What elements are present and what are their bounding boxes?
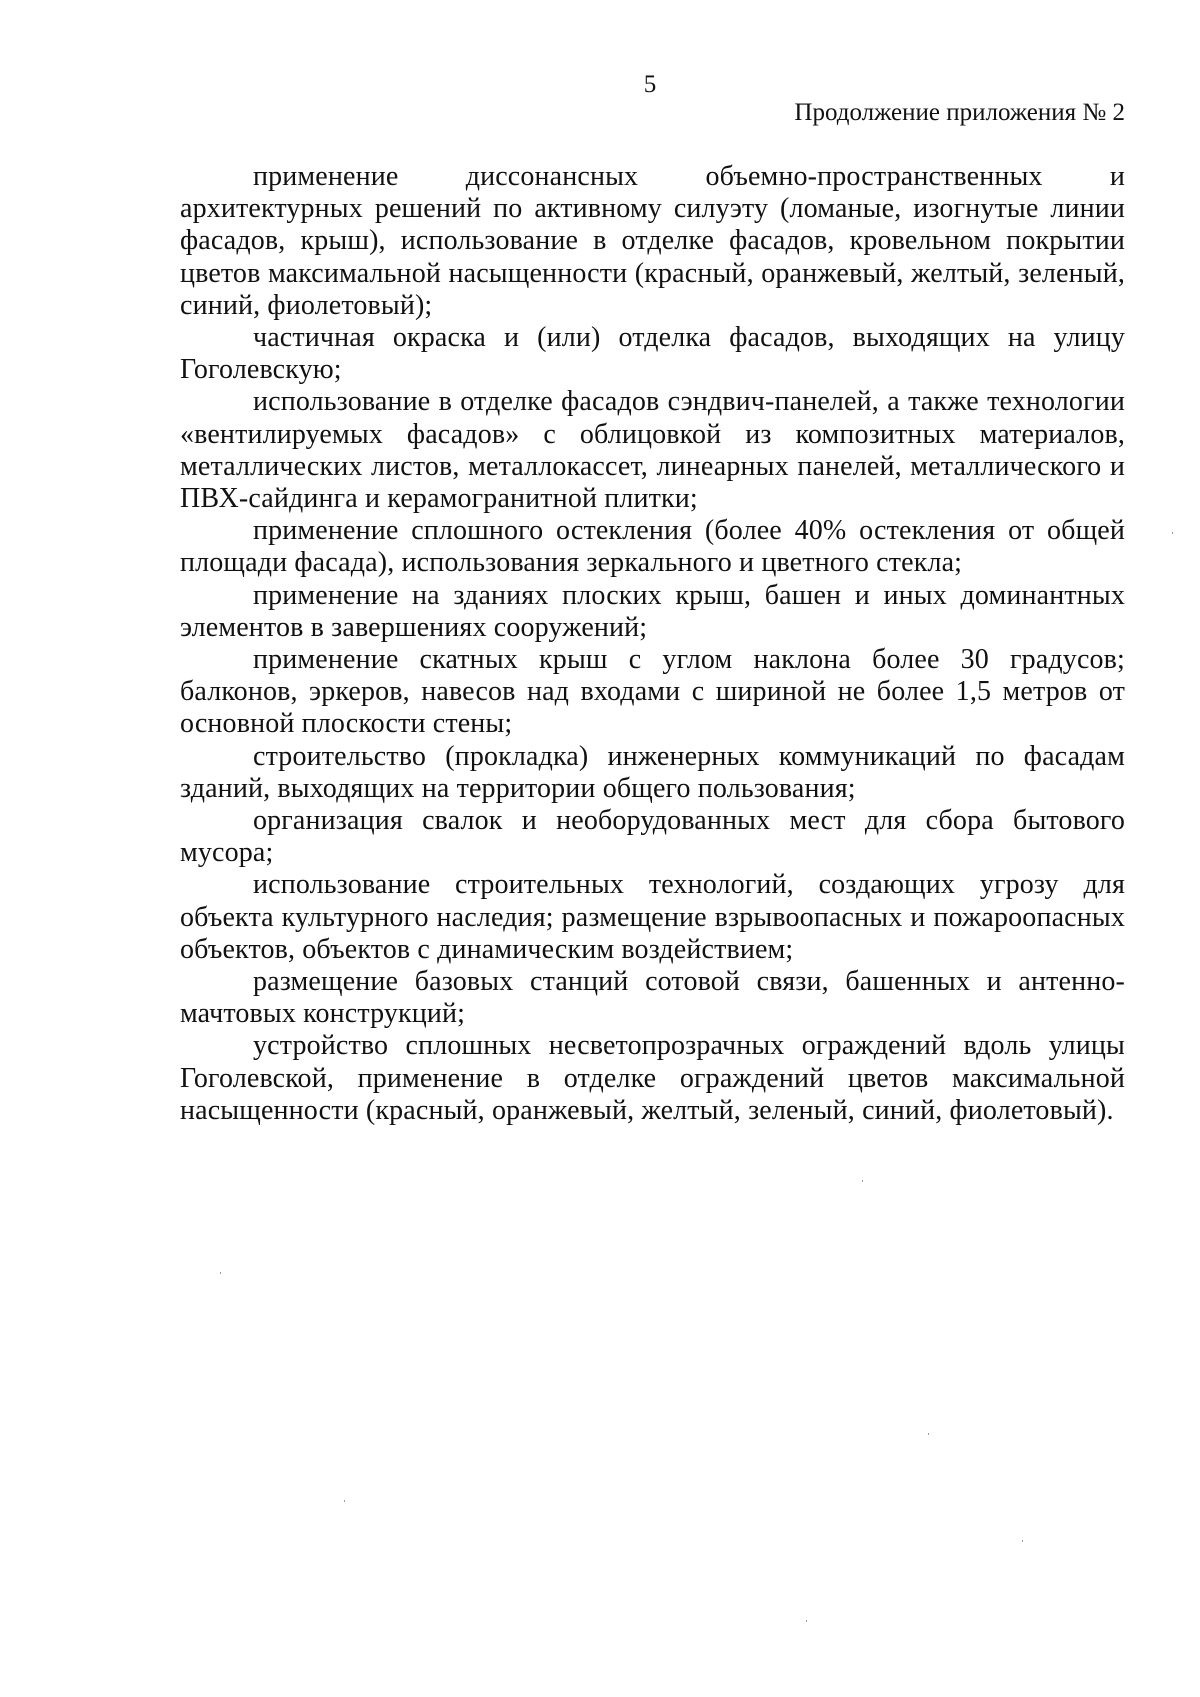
paragraph-2: частичная окраска и (или) отделка фасадов, выходящих на улицу Гоголевскую; <box>180 322 1125 386</box>
scan-speck <box>1172 532 1173 534</box>
paragraph-7: строительство (прокладка) инженерных коммуникаций по фасадам зданий, выходящих на территории общего пользования; <box>180 740 1125 804</box>
scan-speck <box>928 1433 929 1435</box>
scan-speck <box>1022 1540 1023 1542</box>
paragraph-4: применение сплошного остекления (более 40% остекления от общей площади фасада), использования зеркального и цветного стекла; <box>180 515 1125 579</box>
paragraph-3: использование в отделке фасадов сэндвич-панелей, а также технологии «вентилируемых фасадов» с облицовкой из композитных материалов, металлических листов, металлокассет, линеарных панелей, металлического и ПВХ-сайдинга и керамогранитной плитки; <box>180 386 1125 515</box>
page-number: 5 <box>643 71 657 98</box>
paragraph-8: организация свалок и необорудованных мест для сбора бытового мусора; <box>180 805 1125 869</box>
paragraph-1: применение диссонансных объемно-пространственных и архитектурных решений по активному силуэту (ломаные, изогнутые линии фасадов, крыш), использование в отделке фасадов, кровельном покрытии цветов максимальной насыщенности (красный, оранжевый, желтый, зеленый, синий, фиолетовый); <box>180 161 1125 321</box>
scan-speck <box>220 1272 221 1274</box>
paragraph-9: использование строительных технологий, создающих угрозу для объекта культурного наследия; размещение взрывоопасных и пожароопасных объектов, объектов с динамическим воздействием; <box>180 869 1125 965</box>
scan-speck <box>862 1180 863 1182</box>
paragraph-10: размещение базовых станций сотовой связи, башенных и антенно-мачтовых конструкций; <box>180 966 1125 1030</box>
paragraph-5: применение на зданиях плоских крыш, башен и иных доминантных элементов в завершениях сооружений; <box>180 579 1125 643</box>
paragraph-11: устройство сплошных несветопрозрачных ограждений вдоль улицы Гоголевской, применение в отделке ограждений цветов максимальной насыщенности (красный, оранжевый, желтый, зеленый, синий, фиолетовый). <box>180 1030 1125 1126</box>
appendix-continuation-label: Продолжение приложения № 2 <box>794 99 1125 126</box>
scan-speck <box>344 1500 345 1502</box>
scan-speck <box>806 1620 807 1622</box>
document-body <box>180 161 1125 1127</box>
paragraph-6: применение скатных крыш с углом наклона более 30 градусов; балконов, эркеров, навесов над входами с шириной не более 1,5 метров от основной плоскости стены; <box>180 644 1125 740</box>
